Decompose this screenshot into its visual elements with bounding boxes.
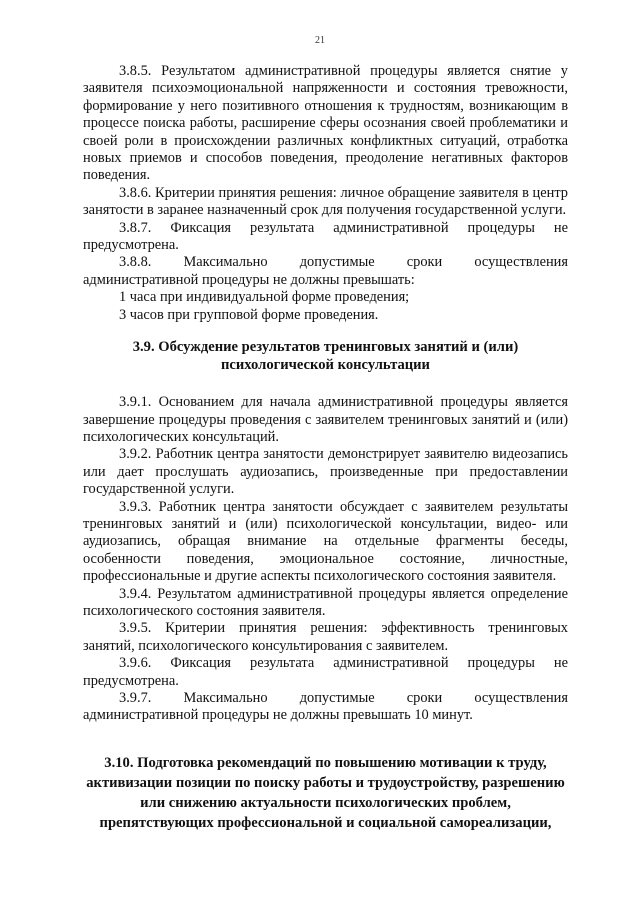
paragraph-3-9-5: 3.9.5. Критерии принятия решения: эффективность тренинговых занятий, психологического консультирования с заявителем. [83,620,568,654]
paragraph-3-9-3: 3.9.3. Работник центра занятости обсуждает с заявителем результаты тренинговых занятий и (или) психологической консультации, видео- или аудиозапись, обращая внимание на отдельные фрагменты беседы, особенности поведения, эмоциональное состояние, личностные, профессиональные и другие аспекты психологического состояния заявителя. [83,498,568,585]
paragraph-3-8-5: 3.8.5. Результатом административной процедуры является снятие у заявителя психоэмоциональной напряженности и состояния тревожности, формирование у него позитивного отношения к трудностям, возникающим в процессе поиска работы, расширение сферы осознания своей проблематики и своей роли в происхождении различных конфликтных ситуаций, отработка новых приемов и способов поведения, преодоление негативных факторов поведения. [83,63,568,184]
list-item-individual: 1 часа при индивидуальной форме проведения; [119,289,410,306]
section-heading-3-10: 3.10. Подготовка рекомендаций по повышению мотивации к труду, активизации позиции по поиску работы и трудоустройству, разрешению или снижению актуальности психологических проблем, препятствующих профессиональной и социальной самореализации, [86,754,565,831]
page-number: 21 [315,35,325,46]
page-content [83,63,568,833]
paragraph-3-8-8: 3.8.8. Максимально допустимые сроки осуществления административной процедуры не должны превышать: [83,254,568,288]
paragraph-3-9-2: 3.9.2. Работник центра занятости демонстрирует заявителю видеозапись или дает прослушать аудиозапись, произведенные при предоставлении государственной услуги. [83,446,568,498]
paragraph-3-8-6: 3.8.6. Критерии принятия решения: личное обращение заявителя в центр занятости в заранее назначенный срок для получения государственной услуги. [83,184,568,219]
section-heading-3-9: 3.9. Обсуждение результатов тренинговых занятий и (или) психологической консультации [132,339,519,374]
paragraph-3-9-7: 3.9.7. Максимально допустимые сроки осуществления административной процедуры не должны превышать 10 минут. [83,690,568,724]
paragraph-3-8-7: 3.8.7. Фиксация результата административной процедуры не предусмотрена. [83,219,568,254]
list-item-group: 3 часов при групповой форме проведения. [119,306,379,323]
paragraph-3-9-6: 3.9.6. Фиксация результата административной процедуры не предусмотрена. [83,655,568,689]
paragraph-3-9-4: 3.9.4. Результатом административной процедуры является определение психологического состояния заявителя. [83,585,568,619]
paragraph-3-9-1: 3.9.1. Основанием для начала административной процедуры является завершение процедуры проведения с заявителем тренинговых занятий и (или) психологических консультаций. [83,394,568,445]
